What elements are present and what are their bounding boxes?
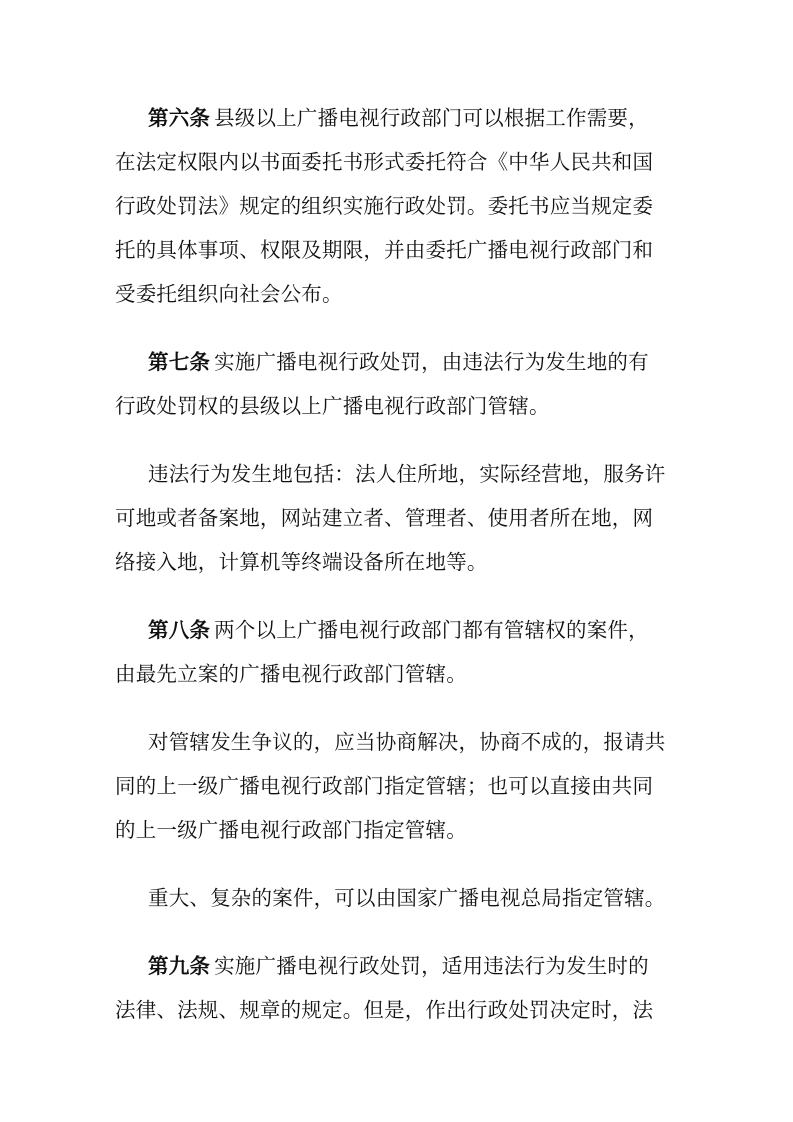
paragraph-line: 络接入地，计算机等终端设备所在地等。: [115, 550, 488, 574]
article-8-paragraph: [115, 608, 685, 696]
paragraph-line: 第六条 县级以上广播电视行政部门可以根据工作需要，: [148, 106, 649, 130]
article-number: 第八条: [148, 618, 211, 642]
paragraph-line: 法律、法规、规章的规定。但是，作出行政处罚决定时，法: [115, 998, 654, 1022]
major-case-paragraph: [115, 876, 685, 920]
paragraph-line: 对管辖发生争议的，应当协商解决，协商不成的，报请共: [148, 730, 666, 754]
document-body: [115, 96, 685, 1056]
paragraph-line: 违法行为发生地包括：法人住所地，实际经营地，服务许: [148, 462, 666, 486]
paragraph-line: 第七条 实施广播电视行政处罚，由违法行为发生地的有: [148, 350, 649, 374]
article-9-paragraph: [115, 944, 685, 1032]
paragraph-line: 的上一级广播电视行政部门指定管辖。: [115, 818, 467, 842]
article-6-paragraph: [115, 96, 685, 316]
paragraph-line: 同的上一级广播电视行政部门指定管辖；也可以直接由共同: [115, 774, 654, 798]
jurisdiction-dispute-paragraph: [115, 720, 685, 852]
paragraph-line: 重大、复杂的案件，可以由国家广播电视总局指定管辖。: [148, 886, 666, 910]
paragraph-line: 行政处罚权的县级以上广播电视行政部门管辖。: [115, 394, 550, 418]
article-number: 第九条: [148, 954, 211, 978]
paragraph-line: 第八条 两个以上广播电视行政部门都有管辖权的案件，: [148, 618, 649, 642]
article-number: 第六条: [148, 106, 211, 130]
paragraph-line: 第九条 实施广播电视行政处罚，适用违法行为发生时的: [148, 954, 649, 978]
paragraph-line: 行政处罚法》规定的组织实施行政处罚。委托书应当规定委: [115, 194, 654, 218]
paragraph-line: 由最先立案的广播电视行政部门管辖。: [115, 662, 467, 686]
jurisdiction-location-paragraph: [115, 452, 685, 584]
article-7-paragraph: [115, 340, 685, 428]
paragraph-line: 受委托组织向社会公布。: [115, 282, 343, 306]
paragraph-line: 托的具体事项、权限及期限，并由委托广播电视行政部门和: [115, 238, 654, 262]
paragraph-line: 可地或者备案地，网站建立者、管理者、使用者所在地，网: [115, 506, 654, 530]
article-number: 第七条: [148, 350, 211, 374]
paragraph-line: 在法定权限内以书面委托书形式委托符合《中华人民共和国: [115, 150, 654, 174]
